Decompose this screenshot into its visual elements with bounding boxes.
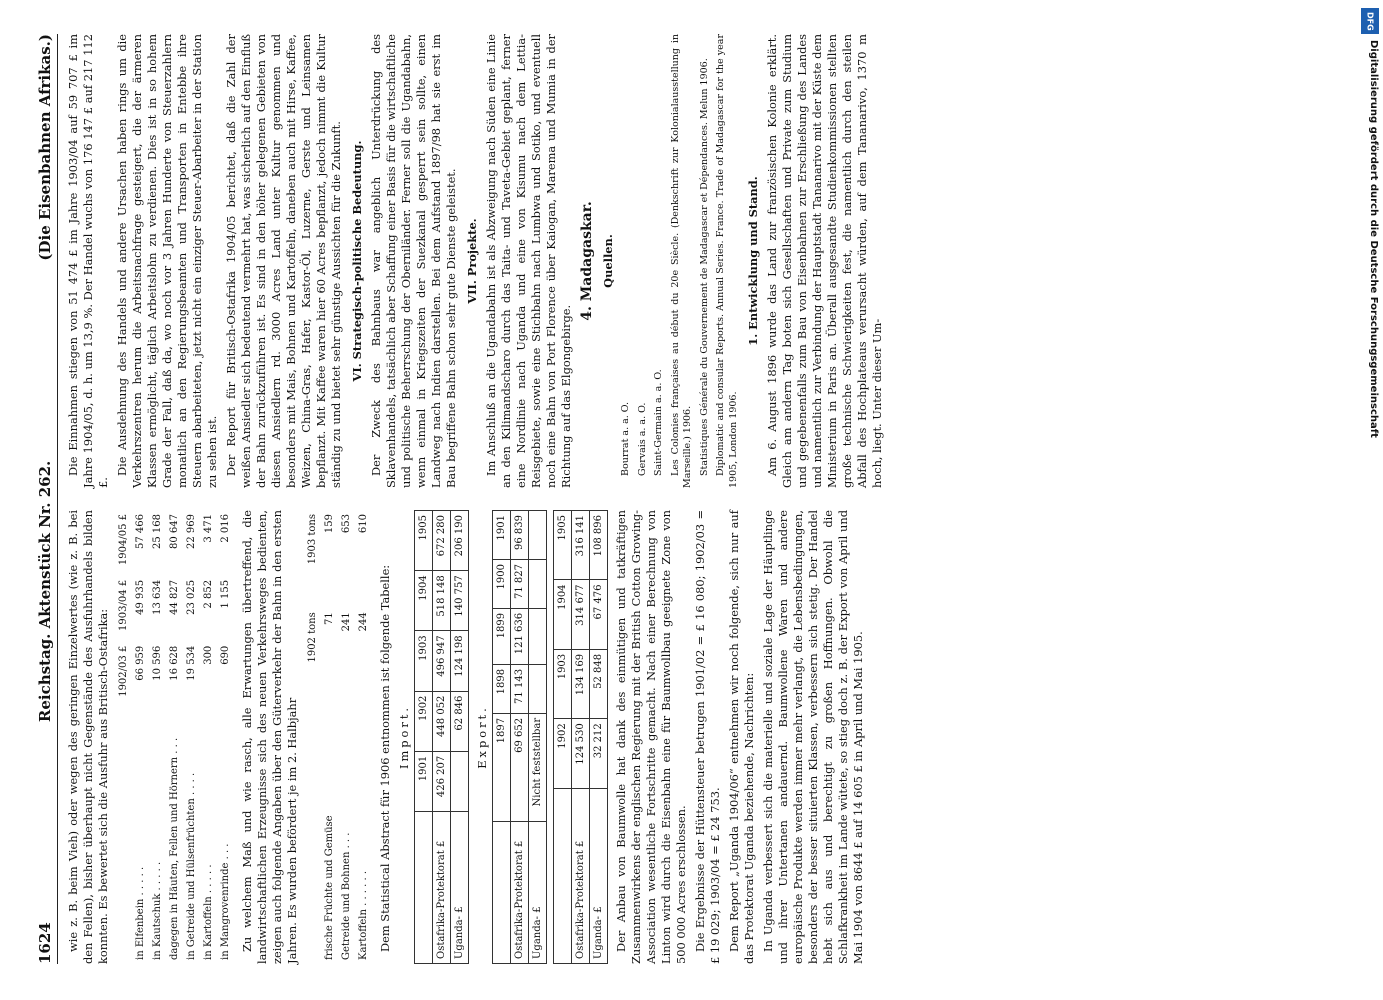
page-header bbox=[38, 34, 58, 964]
table-cell: 121 636 bbox=[511, 608, 529, 664]
table-cell: 108 896 bbox=[590, 511, 608, 580]
paragraph: Der Anbau von Baumwolle hat dank des einmütigen und tatkräftigen Zusammenwirkens der englischen Regierung mit der British Cotton Growing-Association wesentliche Fortschritte gemacht. Nach einer Berechnung von Linton wird durch die Eisenbahn eine für Baumwollbau geeignete Zone von 500 000 Acres erschlossen. bbox=[614, 510, 688, 964]
table-header-cell: 1904 bbox=[415, 571, 433, 631]
table-cell: Kartoffeln . . . . . . bbox=[358, 870, 369, 960]
export-table-1897 bbox=[492, 510, 547, 964]
table-cell: in Kartoffeln . . . . . bbox=[203, 864, 214, 960]
table-cell: 244 bbox=[358, 612, 369, 632]
table-header-cell bbox=[415, 811, 433, 963]
paragraph: Der Zweck des Bahnbaus war angeblich Unterdrückung des Sklavenhandels, tatsächlich aber Schaffung einer Basis für die wirtschaftliche und politische Beherrschung der Oberniländer. Ferner soll die Ugandabahn, wenn einmal in Kriegszeiten der Suezkanal gesperrt sein sollte, einen Landweg nach Indien darstellen. Bei dem Aufstand 1897/98 hat sie erst im Bau begriffene Bahn schon sehr gute Dienste geleistet. bbox=[369, 34, 458, 488]
table-header-cell: 1905 bbox=[554, 511, 572, 580]
table-cell: 57 466 bbox=[135, 514, 146, 549]
table-row bbox=[433, 511, 451, 964]
table-cell bbox=[529, 511, 547, 560]
table-cell: 52 848 bbox=[590, 649, 608, 718]
section-heading-vi: VI. Strategisch-politische Bedeutung. bbox=[350, 140, 364, 382]
table-cell bbox=[529, 608, 547, 664]
table-row bbox=[183, 510, 200, 964]
table-header-cell: 1904 bbox=[554, 580, 572, 649]
table-cell: 2 852 bbox=[203, 579, 214, 609]
table-row bbox=[132, 510, 149, 964]
table-row bbox=[572, 511, 590, 964]
dfg-logo: DFG bbox=[1361, 8, 1379, 34]
table-cell: in Mangrovenrinde . . . bbox=[220, 843, 231, 960]
table-cell: dagegen in Häuten, Fellen und Hörnern . . . bbox=[169, 737, 180, 960]
table-header-cell bbox=[493, 822, 511, 964]
table-cell: 1 155 bbox=[220, 579, 231, 609]
left-running-title: Reichstag. Aktenstück Nr. 262. bbox=[36, 460, 54, 723]
table-header-cell: 1897 bbox=[493, 713, 511, 822]
table-cell: 66 959 bbox=[135, 645, 146, 681]
table-cell: Getreide und Bohnen . . . bbox=[341, 832, 352, 960]
table-header-row bbox=[554, 511, 572, 964]
table-row bbox=[217, 510, 234, 964]
table-header-cell: 1902 bbox=[554, 719, 572, 788]
paragraph: Die Ausdehnung des Handels und andere Ursachen haben rings um die Verkehrszentren herum die Arbeitsnachfrage gesteigert, die der ärmeren Klassen ermöglicht, täglich Arbeitslohn zu verdienen. Dies ist in so hohem Grade der Fall, daß da, wo noch vor 3 Jahren Hunderte von Steuerzahlern monatlich an den Regierungsbeamten und Transporten in Entebbe ihre Steuern abarbeiteten, jetzt nicht ein einziger Steuer-Abarbeiter in der Station zu sehen ist. bbox=[115, 34, 219, 488]
export-value-table bbox=[115, 510, 234, 964]
table-cell: Ostafrika-Protektorat £ bbox=[433, 811, 451, 963]
table-cell: 496 947 bbox=[433, 631, 451, 691]
table-cell: 71 827 bbox=[511, 559, 529, 608]
table-row bbox=[511, 511, 529, 964]
table-cell: 300 bbox=[203, 645, 214, 665]
digitization-note: Digitalisierung gefördert durch die Deutsche Forschungsgemeinschaft bbox=[1368, 40, 1379, 438]
table-cell: 518 148 bbox=[433, 571, 451, 631]
table-cell: 316 141 bbox=[572, 511, 590, 580]
source-entry: Statistiques Générale du Gouvernement de Madagascar et Dépendances. Melun 1906. bbox=[698, 58, 710, 476]
import-caption: Import. bbox=[397, 704, 411, 770]
paragraph: Am 6. August 1896 wurde das Land zur französischen Kolonie erklärt. Gleich am andern Tag boten sich Gesellschaften und Private zum Studium und gegebenenfalls zum Bau von Eisenbahnen zur Erschließung des Landes und namentlich zur Verbindung der Hauptstadt Tananarivo mit der Küste dem Ministerium in Paris an. Überall ausgesandte Studienkommissionen stellten große technische Schwierigkeiten fest, die namentlich durch den steilen Abfall des Hochplateaus verursacht würden, auf dem Tananarivo, 1370 m hoch, liegt. Unter dieser Um- bbox=[765, 34, 884, 488]
table-cell: 159 bbox=[324, 514, 335, 534]
table-cell: 71 bbox=[324, 612, 335, 626]
table-cell: in Elfenbein . . . . . bbox=[135, 866, 146, 960]
table-cell: 80 647 bbox=[169, 514, 180, 549]
source-entry: Bourrat a. a. O. bbox=[620, 401, 631, 476]
table-cell: Ostafrika-Protektorat £ bbox=[572, 788, 590, 963]
table-row bbox=[149, 510, 166, 964]
table-cell: in Getreide und Hülsenfrüchten . . . . bbox=[186, 772, 197, 960]
table-cell: 653 bbox=[341, 514, 352, 534]
table-cell: 13 634 bbox=[152, 579, 163, 615]
table-header-cell bbox=[304, 707, 321, 964]
table-cell: Uganda- £ bbox=[590, 788, 608, 963]
table-header-row bbox=[415, 511, 433, 964]
table-header-cell: 1901 bbox=[493, 511, 511, 560]
table-header-cell: 1905 bbox=[415, 511, 433, 571]
table-cell: 134 169 bbox=[572, 649, 590, 718]
source-entry: Saint-Germain a. a. O. bbox=[653, 369, 664, 476]
table-cell: 3 471 bbox=[203, 514, 214, 543]
table-row bbox=[355, 510, 372, 964]
table-cell: 62 846 bbox=[451, 691, 469, 751]
table-row bbox=[338, 510, 355, 964]
export-caption: Export. bbox=[475, 705, 489, 769]
paragraph: Dem Statistical Abstract für 1906 entnommen ist folgende Tabelle: bbox=[378, 564, 392, 952]
rotated-document-page bbox=[20, 10, 1350, 990]
table-cell bbox=[451, 751, 469, 811]
table-header-cell: 1903 tons bbox=[307, 514, 318, 565]
paragraph: Die Ergebnisse der Hüttensteuer betrugen 1901/02 = £ 16 080; 1902/03 = £ 19 029; 1903/04 = £ 24 753. bbox=[693, 510, 722, 964]
table-header-cell: 1903 bbox=[415, 631, 433, 691]
source-entry: Les Colonies françaises au début du 20e Siècle. (Denkschrift zur Kolonialausstellung in Marseille.) 1906. bbox=[669, 34, 693, 488]
table-cell: 19 534 bbox=[186, 645, 197, 681]
table-cell: 426 207 bbox=[433, 751, 451, 811]
table-cell: 96 839 bbox=[511, 511, 529, 560]
paragraph: Der Report für Britisch-Ostafrika 1904/05 berichtet, daß die Zahl der weißen Ansiedler sich bedeutend vermehrt hat, was sicherlich auf den Einfluß der Bahn zurückzuführen ist. Es sind in den höher gelegenen Gebieten von diesen Ansiedlern rd. 3000 Acres Land unter Kultur genommen und besonders mit Mais, Bohnen und Kartoffeln, daneben auch mit Hirse, Kaffee, Weizen, China-Gras, Hafer, Kastor-Öl, Luzerne, Gerste und Leinsamen bepflanzt. Mit Kaffee waren hier 60 Acres bepflanzt, jedoch nimmt die Kultur ständig zu und bietet sehr günstige Aussichten für die Zukunft. bbox=[224, 34, 343, 488]
import-table bbox=[414, 510, 469, 964]
source-entry: Gervais a. a. O. bbox=[636, 402, 648, 476]
table-cell: Uganda- £ bbox=[451, 811, 469, 963]
export-table-1902 bbox=[553, 510, 608, 964]
table-cell: 49 935 bbox=[135, 579, 146, 615]
table-header-cell: 1898 bbox=[493, 664, 511, 713]
table-cell: Nicht feststellbar bbox=[529, 713, 547, 822]
table-cell: 44 827 bbox=[169, 579, 180, 615]
table-cell: 690 bbox=[220, 645, 231, 665]
table-header-row bbox=[304, 510, 321, 964]
paragraph: Die Einnahmen stiegen von 51 474 £ im Jahre 1903/04 auf 59 707 £ im Jahre 1904/05, d. h. um 13,9 %. Der Handel wuchs von 176 147 £ auf 217 112 £. bbox=[66, 34, 110, 488]
traffic-table bbox=[304, 510, 372, 964]
table-row bbox=[321, 510, 338, 964]
paragraph: Im Anschluß an die Ugandabahn ist als Abzweigung nach Süden eine Linie an den Kilimandscharo durch das Taita- und Taveta-Gebiet geplant, ferner eine Nordlinie nach Uganda und eine von Kisumu nach dem Lettia-Reisgebiete, sowie eine Stichbahn nach Lumbwa und Sotiko, und eventuell noch eine Bahn von Port Florence über Kaiogan, Marema und Mumia in der Richtung auf das Elgongebirge. bbox=[484, 34, 573, 488]
section-heading-entwicklung: 1. Entwicklung und Stand. bbox=[746, 176, 760, 346]
chapter-heading-madagaskar: 4. Madagaskar. bbox=[579, 201, 595, 321]
table-header-cell: 1903 bbox=[554, 649, 572, 718]
table-row bbox=[200, 510, 217, 964]
table-cell bbox=[529, 559, 547, 608]
table-cell: 314 677 bbox=[572, 580, 590, 649]
table-cell: 206 190 bbox=[451, 511, 469, 571]
table-cell: 25 168 bbox=[152, 514, 163, 549]
table-cell: Uganda- £ bbox=[529, 822, 547, 964]
table-cell: 69 652 bbox=[511, 713, 529, 822]
table-cell: 124 198 bbox=[451, 631, 469, 691]
table-cell: 10 596 bbox=[152, 645, 163, 681]
paragraph: wie z. B. beim Vieh) oder wegen des geringen Einzelwertes (wie z. B. bei den Fellen), bisher überhaupt nicht Gegenstände des Ausfuhrhandels bilden konnten. Es bewertet sich die Ausfuhr aus Britisch-Ostafrika: bbox=[66, 510, 110, 964]
table-header-cell: 1902 bbox=[415, 691, 433, 751]
table-row bbox=[590, 511, 608, 964]
table-header-cell bbox=[554, 788, 572, 963]
table-header-cell: 1901 bbox=[415, 751, 433, 811]
source-entry: Diplomatic and consular Reports. Annual Series. France. Trade of Madagascar for the year 1905, London 1906. bbox=[715, 34, 739, 488]
table-cell: 22 969 bbox=[186, 514, 197, 549]
paragraph: Zu welchem Maß und wie rasch, alle Erwartungen übertreffend, die landwirtschaftlichen Erzeugnisse sich des neuen Verkehrsweges bedienten, zeigen auch folgende Angaben über den Güterverkehr der Bahn in den ersten Jahren. Es wurden befördert je im 2. Halbjahr bbox=[240, 510, 299, 964]
table-cell: 71 143 bbox=[511, 664, 529, 713]
right-running-title: (Die Eisenbahnen Afrikas.) bbox=[36, 34, 54, 261]
left-column bbox=[66, 510, 889, 964]
table-row bbox=[166, 510, 183, 964]
table-cell: 241 bbox=[341, 612, 352, 632]
table-header-cell bbox=[115, 708, 132, 964]
table-cell: 448 052 bbox=[433, 691, 451, 751]
sources-list bbox=[620, 34, 740, 488]
table-cell: 16 628 bbox=[169, 645, 180, 681]
table-cell: 32 212 bbox=[590, 719, 608, 788]
sources-heading: Quellen. bbox=[601, 234, 615, 288]
table-cell: 610 bbox=[358, 514, 369, 534]
table-cell: 672 280 bbox=[433, 511, 451, 571]
paragraph: In Uganda verbessert sich die materielle und soziale Lage der Häuptlinge und ihrer Untertanen andauernd. Baumwollene Waren und andere europäische Produkte werden immer mehr verlangt, die Lebensbedingungen, besonders der besser situierten Klassen, verbessern sich stetig. Der Handel hebt sich aus und berechtigt zu großen Hoffnungen. Obwohl die Schlafkrankheit im Lande wütete, so stieg doch z. B. der Export von April und Mai 1904 von 8644 £ auf 14 605 £ in April und Mai 1905. bbox=[761, 510, 865, 964]
table-header-cell: 1902/03 £ bbox=[118, 645, 129, 697]
table-cell: 2 016 bbox=[220, 514, 231, 543]
table-row bbox=[529, 511, 547, 964]
table-header-cell: 1900 bbox=[493, 559, 511, 608]
table-cell: 124 530 bbox=[572, 719, 590, 788]
section-heading-vii: VII. Projekte. bbox=[465, 218, 479, 304]
table-row bbox=[451, 511, 469, 964]
page-number: 1624 bbox=[36, 922, 54, 964]
table-cell: 140 757 bbox=[451, 571, 469, 631]
table-header-cell: 1902 tons bbox=[307, 612, 318, 663]
table-cell: 67 476 bbox=[590, 580, 608, 649]
table-cell: 23 025 bbox=[186, 579, 197, 615]
table-header-cell: 1899 bbox=[493, 608, 511, 664]
table-header-row bbox=[115, 510, 132, 964]
table-header-row bbox=[493, 511, 511, 964]
table-header-cell: 1904/05 £ bbox=[118, 514, 129, 566]
table-cell: in Kautschuk . . . . . bbox=[152, 861, 163, 960]
table-header-cell: 1903/04 £ bbox=[118, 579, 129, 631]
table-cell bbox=[529, 664, 547, 713]
right-column bbox=[66, 34, 889, 488]
paragraph: Dem Report „Uganda 1904/06“ entnehmen wir noch folgende, sich nur auf das Protektorat Uganda beziehende, Nachrichten: bbox=[727, 510, 756, 964]
table-cell: frische Früchte und Gemüse bbox=[324, 815, 335, 960]
table-cell: Ostafrika-Protektorat £ bbox=[511, 822, 529, 964]
